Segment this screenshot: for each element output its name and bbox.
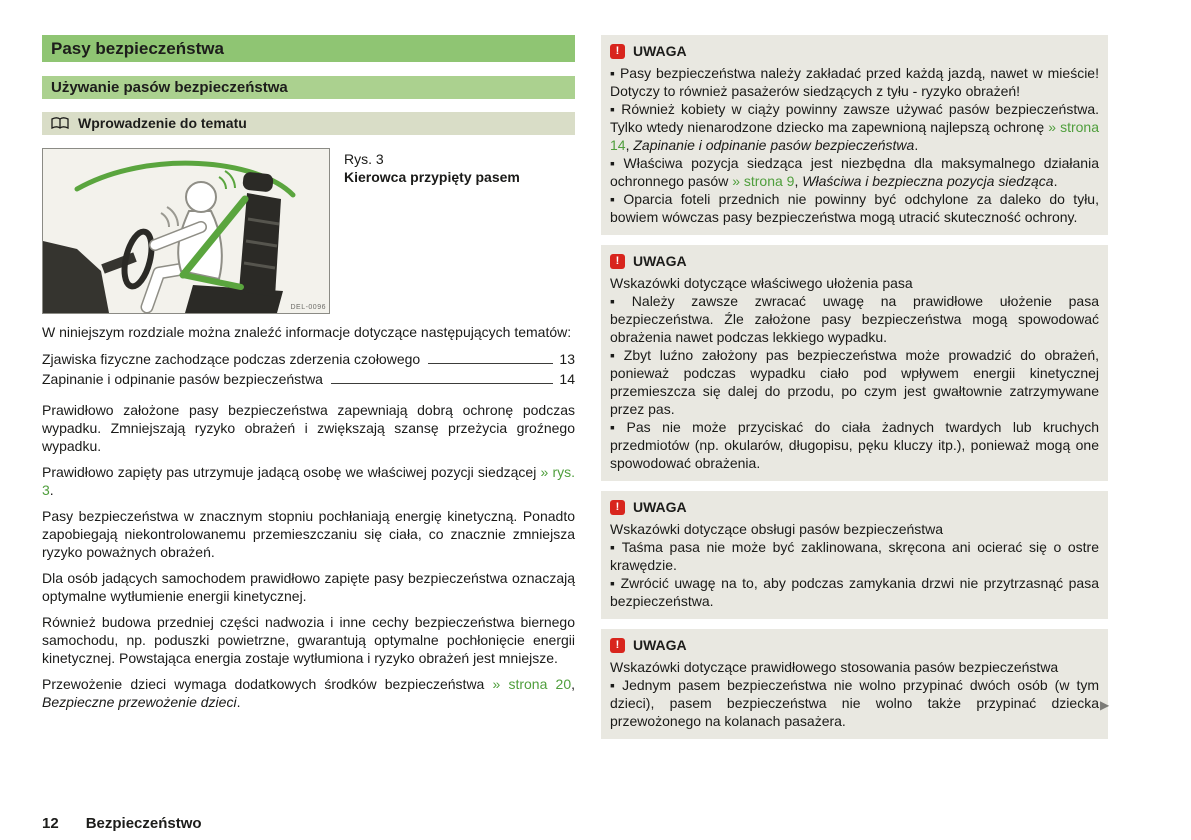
bullet-icon: ▪ <box>610 293 628 309</box>
warning-box <box>601 629 1108 739</box>
paragraph: Pasy bezpieczeństwa w znacznym stopniu pochłaniają energię kinetyczną. Ponadto zapobiegają niekontrolowanemu przemieszczaniu się ciała, co znacznie zmniejsza ryzyko poważnych obrażeń. <box>42 508 575 560</box>
toc-leader-line <box>428 363 553 364</box>
paragraph: Prawidłowo założone pasy bezpieczeństwa zapewniają dobrą ochronę podczas wypadku. Zmniejszają ryzyko obrażeń i zwiększają szansę przeżycia groźnego wypadku. <box>42 402 575 454</box>
paragraph <box>42 463 575 499</box>
bullet-icon: ▪ <box>610 101 618 117</box>
warning-subtitle: Wskazówki dotyczące prawidłowego stosowania pasów bezpieczeństwa <box>610 659 1059 675</box>
warning-text: Oparcia foteli przednich nie powinny być odchylone za daleko do tyłu, bowiem wówczas pasy bezpieczeństwa mogą utracić skuteczność ochrony. <box>610 191 1099 225</box>
warning-title: UWAGA <box>633 499 687 515</box>
page-number: 12 <box>42 815 59 832</box>
bullet-icon: ▪ <box>610 539 618 555</box>
chapter-title: Pasy bezpieczeństwa <box>42 35 575 62</box>
warning-text: Zwrócić uwagę na to, aby podczas zamykania drzwi nie przytrzasnąć pasa bezpieczeństwa. <box>610 575 1099 609</box>
topic-list <box>42 349 575 389</box>
warning-item <box>610 100 1099 154</box>
footer-section-label: Bezpieczeństwo <box>85 815 202 832</box>
figure-row <box>42 148 575 314</box>
warning-text: , <box>625 137 634 153</box>
warning-item <box>610 64 1099 100</box>
figure-code: DEL-0096 <box>290 304 326 311</box>
warning-item <box>610 292 1099 346</box>
paragraph-text: , <box>571 676 575 692</box>
warning-box <box>601 35 1108 235</box>
page-continues-icon: ▶ <box>1100 698 1110 712</box>
bullet-icon: ▪ <box>610 419 623 435</box>
bullet-icon: ▪ <box>610 575 617 591</box>
toc-page-number[interactable]: 13 <box>559 351 575 367</box>
warning-text: Jednym pasem bezpieczeństwa nie wolno przypinać dwóch osób (w tym dzieci), pasem bezpieczeństwa nie wolno także przypinać dziecka przewożonego na kolanach pasażera. <box>610 677 1099 729</box>
figure-reference-link[interactable]: » rys. 3 <box>42 464 575 498</box>
toc-leader-line <box>331 383 553 384</box>
right-column <box>601 35 1108 749</box>
paragraph-text: . <box>49 482 54 498</box>
warning-header <box>610 637 1099 653</box>
warning-item <box>610 154 1099 190</box>
warning-title: UWAGA <box>633 253 687 269</box>
figure-illustration <box>43 149 329 313</box>
bullet-icon: ▪ <box>610 155 620 171</box>
warning-title: UWAGA <box>633 43 687 59</box>
warning-icon: ! <box>610 254 625 269</box>
warning-box <box>601 245 1108 481</box>
bullet-icon: ▪ <box>610 677 619 693</box>
figure-caption-block <box>344 148 520 314</box>
warning-header <box>610 253 1099 269</box>
bullet-icon: ▪ <box>610 191 620 207</box>
section-title: Używanie pasów bezpieczeństwa <box>42 76 575 99</box>
warning-subtitle: Wskazówki dotyczące obsługi pasów bezpieczeństwa <box>610 521 944 537</box>
warning-text: . <box>1053 173 1058 189</box>
warning-text: , <box>794 173 803 189</box>
bullet-icon: ▪ <box>610 65 616 81</box>
warning-box <box>601 491 1108 619</box>
warning-title: UWAGA <box>633 637 687 653</box>
page-reference-link[interactable]: » strona 9 <box>732 173 795 189</box>
warning-item <box>610 418 1099 472</box>
warning-item <box>610 538 1099 574</box>
paragraph-text: Prawidłowo zapięty pas utrzymuje jadącą osobę we właściwej pozycji siedzącej <box>42 464 541 480</box>
page-reference-link[interactable]: » strona 20 <box>492 676 572 692</box>
warning-item <box>610 574 1099 610</box>
figure-label: Rys. 3 <box>344 151 384 167</box>
figure-caption: Kierowca przypięty pasem <box>344 169 520 185</box>
warning-text: Taśma pasa nie może być zaklinowana, skręcona ani ocierać się o ostre krawędzie. <box>610 539 1099 573</box>
warning-text: Pas nie może przyciskać do ciała żadnych twardych lub kruchych przedmiotów (np. okularów, długopisu, pęku kluczy itp.), ponieważ mogą one spowodować obrażenia. <box>610 419 1099 471</box>
subsection-header <box>42 112 575 135</box>
bullet-icon: ▪ <box>610 347 620 363</box>
warning-text: Również kobiety w ciąży powinny zawsze używać pasów bezpieczeństwa. Tylko wtedy nienarodzone dziecko ma zapewnioną najlepszą ochronę <box>610 101 1099 135</box>
warning-text: . <box>914 137 919 153</box>
intro-paragraph: W niniejszym rozdziale można znaleźć informacje dotyczące następujących tematów: <box>42 324 572 340</box>
warning-item <box>610 676 1099 730</box>
paragraph <box>42 675 575 711</box>
paragraph-text: Przewożenie dzieci wymaga dodatkowych środków bezpieczeństwa <box>42 676 493 692</box>
warning-icon: ! <box>610 638 625 653</box>
paragraph: Również budowa przedniej części nadwozia i inne cechy bezpieczeństwa biernego samochodu, np. poduszki powietrzne, gwarantują optymalne pochłonięcie energii kinetycznej. Powstająca energia zostaje wytłumiona i ryzyko obrażeń jest mniejsze. <box>42 614 575 666</box>
toc-label[interactable]: Zapinanie i odpinanie pasów bezpieczeństwa <box>42 371 323 387</box>
book-icon <box>51 117 69 130</box>
toc-entry[interactable] <box>42 349 575 369</box>
toc-page-number[interactable]: 14 <box>559 371 575 387</box>
warning-icon: ! <box>610 500 625 515</box>
reference-title: Zapinanie i odpinanie pasów bezpieczeństwa <box>633 137 915 153</box>
warning-item <box>610 190 1099 226</box>
warning-item <box>610 346 1099 418</box>
figure-driver-belted <box>42 148 330 314</box>
warning-header <box>610 499 1099 515</box>
reference-title: Właściwa i bezpieczna pozycja siedząca <box>802 173 1054 189</box>
toc-label[interactable]: Zjawiska fizyczne zachodzące podczas zderzenia czołowego <box>42 351 421 367</box>
paragraph: Dla osób jadących samochodem prawidłowo zapięte pasy bezpieczeństwa oznaczają optymalne wytłumienie energii kinetycznej. <box>42 570 575 604</box>
left-column <box>42 35 575 719</box>
toc-entry[interactable] <box>42 369 575 389</box>
reference-title: Bezpieczne przewożenie dzieci <box>42 694 237 710</box>
warning-text: Właściwa pozycja siedząca jest niezbędna dla maksymalnego działania ochronnego pasów <box>610 155 1099 189</box>
warning-text: Pasy bezpieczeństwa należy zakładać przed każdą jazdą, nawet w mieście! Dotyczy to również pasażerów siedzących z tyłu - ryzyko obrażeń! <box>610 65 1099 99</box>
subsection-title: Wprowadzenie do tematu <box>78 115 247 131</box>
warning-text: Należy zawsze zwracać uwagę na prawidłowe ułożenie pasa bezpieczeństwa. Źle założone pasy bezpieczeństwa mogą spowodować obrażenia nawet podczas lekkiego wypadku. <box>610 293 1099 345</box>
warning-text: Zbyt luźno założony pas bezpieczeństwa może prowadzić do obrażeń, ponieważ podczas wypadku ciało pod wpływem energii kinetycznej przemieszcza się dalej do przodu, po czym jest gwałtownie zatrzymywane przez pas. <box>610 347 1099 417</box>
warning-subtitle: Wskazówki dotyczące właściwego ułożenia pasa <box>610 275 913 291</box>
warning-header <box>610 43 1099 59</box>
page-reference-link[interactable]: » strona 14 <box>610 119 1099 153</box>
page-footer <box>42 815 202 832</box>
paragraph-text: . <box>236 694 241 710</box>
warning-icon: ! <box>610 44 625 59</box>
